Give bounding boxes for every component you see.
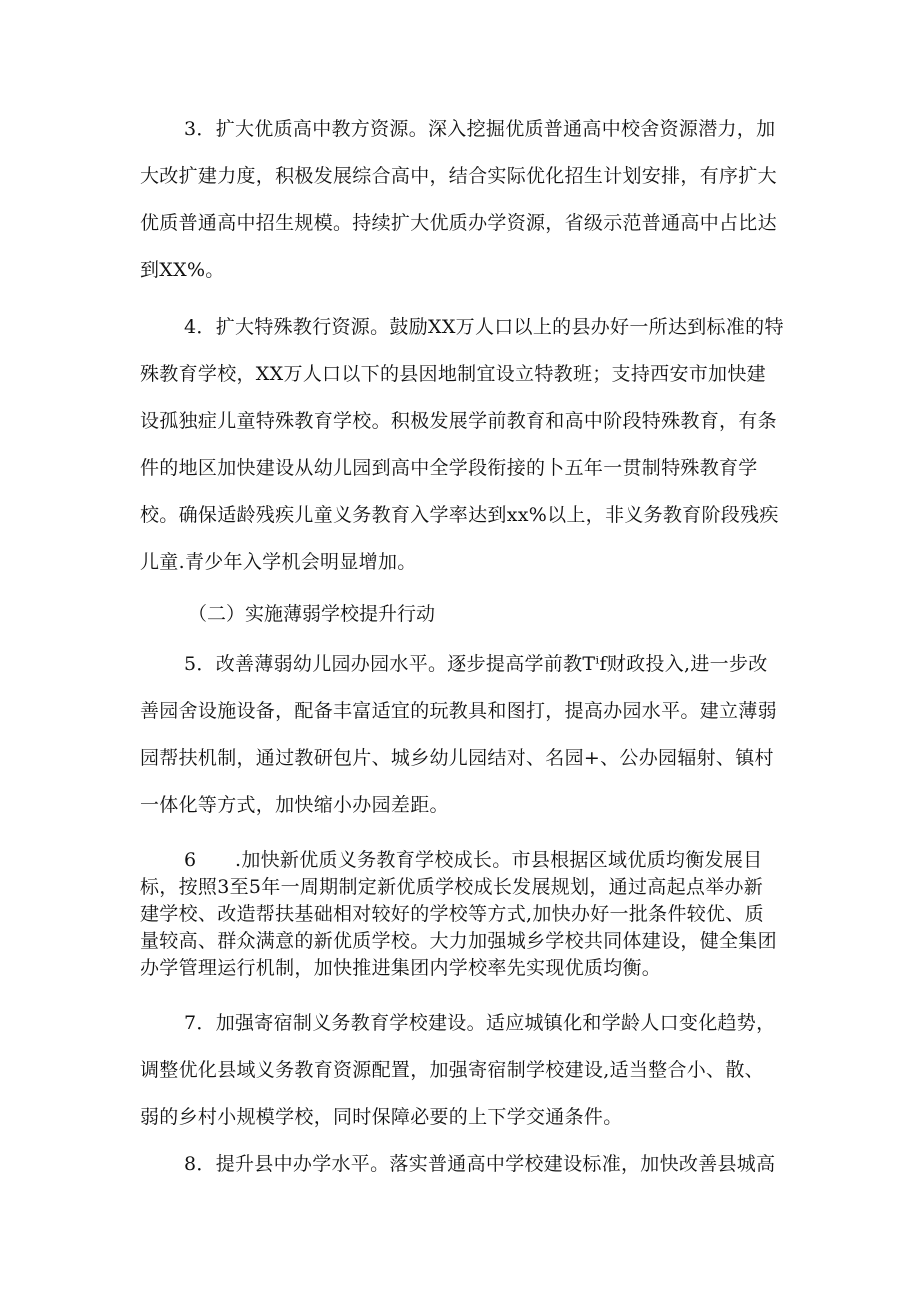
paragraph-3 [140, 106, 800, 294]
paragraph-5 [140, 641, 800, 829]
paragraph-line: 弱的乡村小规模学校，同时保障必要的上下学交通条件。 [140, 1106, 623, 1128]
paragraph-line: 校。确保适龄残疾儿童义务教育入学率达到xx%以上，非义务教育阶段残疾 [140, 504, 779, 526]
paragraph-line: 优质普通高中招生规模。持续扩大优质办学资源，省级示范普通高中占比达 [140, 212, 777, 234]
paragraph-line: 园帮扶机制，通过教研包片、城乡幼儿园结对、名园+、公办园辐射、镇村 [140, 747, 774, 769]
paragraph-line: 殊教育学校，XX万人口以下的县因地制宜设立特教班；支持西安市加快建 [140, 363, 766, 385]
paragraph-8 [140, 1141, 800, 1188]
paragraph-line: 量较高、群众满意的新优质学校。大力加强城乡学校共同体建设，健全集团 [140, 930, 777, 952]
paragraph-line: 儿童.青少年入学机会明显增加。 [140, 551, 417, 573]
paragraph-6 [140, 847, 800, 982]
paragraph-line: 一体化等方式，加快缩小办园差距。 [140, 794, 449, 816]
paragraph-line: 设孤独症儿童特殊教育学校。积极发展学前教育和高中阶段特殊教育，有条 [140, 410, 777, 432]
paragraph-line: 4．扩大特殊教行资源。鼓励XX万人口以上的县办好一所达到标准的特 [184, 316, 784, 338]
paragraph-4 [140, 304, 800, 586]
paragraph-line: 6 .加快新优质义务教育学校成长。市县根据区域优质均衡发展目 [184, 849, 763, 871]
paragraph-line: 调整优化县域义务教育资源配置，加强寄宿制学校建设,适当整合小、散、 [140, 1059, 764, 1081]
section-heading: （二）实施薄弱学校提升行动 [188, 603, 436, 625]
paragraph-line: 大改扩建力度，积极发展综合高中，结合实际优化招生计划安排，有序扩大 [140, 165, 777, 187]
paragraph-7 [140, 1000, 800, 1141]
paragraph-line: 建学校、改造帮扶基础相对较好的学校等方式,加快办好一批条件较优、质 [140, 903, 764, 925]
paragraph-line: 到XX%。 [140, 259, 225, 281]
paragraph-line: 标，按照3至5年一周期制定新优质学校成长发展规划，通过高起点举办新 [140, 876, 764, 898]
paragraph-line: 善园舍设施设备，配备丰富适宜的玩教具和图打，提高办园水平。建立薄弱 [140, 700, 777, 722]
paragraph-line: 5．改善薄弱幼儿园办园水平。逐步提高学前教Tⁱf财政投入,进一步改 [184, 653, 768, 675]
paragraph-line: 3．扩大优质高中教方资源。深入挖掘优质普通高中校舍资源潜力，加 [184, 118, 776, 140]
paragraph-line: 8．提升县中办学水平。落实普通高中学校建设标准，加快改善县城高 [184, 1153, 776, 1175]
paragraph-line: 办学管理运行机制，加快推进集团内学校率先实现优质均衡。 [140, 957, 662, 979]
paragraph-line: 件的地区加快建设从幼儿园到高中全学段衔接的卜五年一贯制特殊教育学 [140, 457, 758, 479]
paragraph-line: 7．加强寄宿制义务教育学校建设。适应城镇化和学龄人口变化趋势， [184, 1012, 776, 1034]
